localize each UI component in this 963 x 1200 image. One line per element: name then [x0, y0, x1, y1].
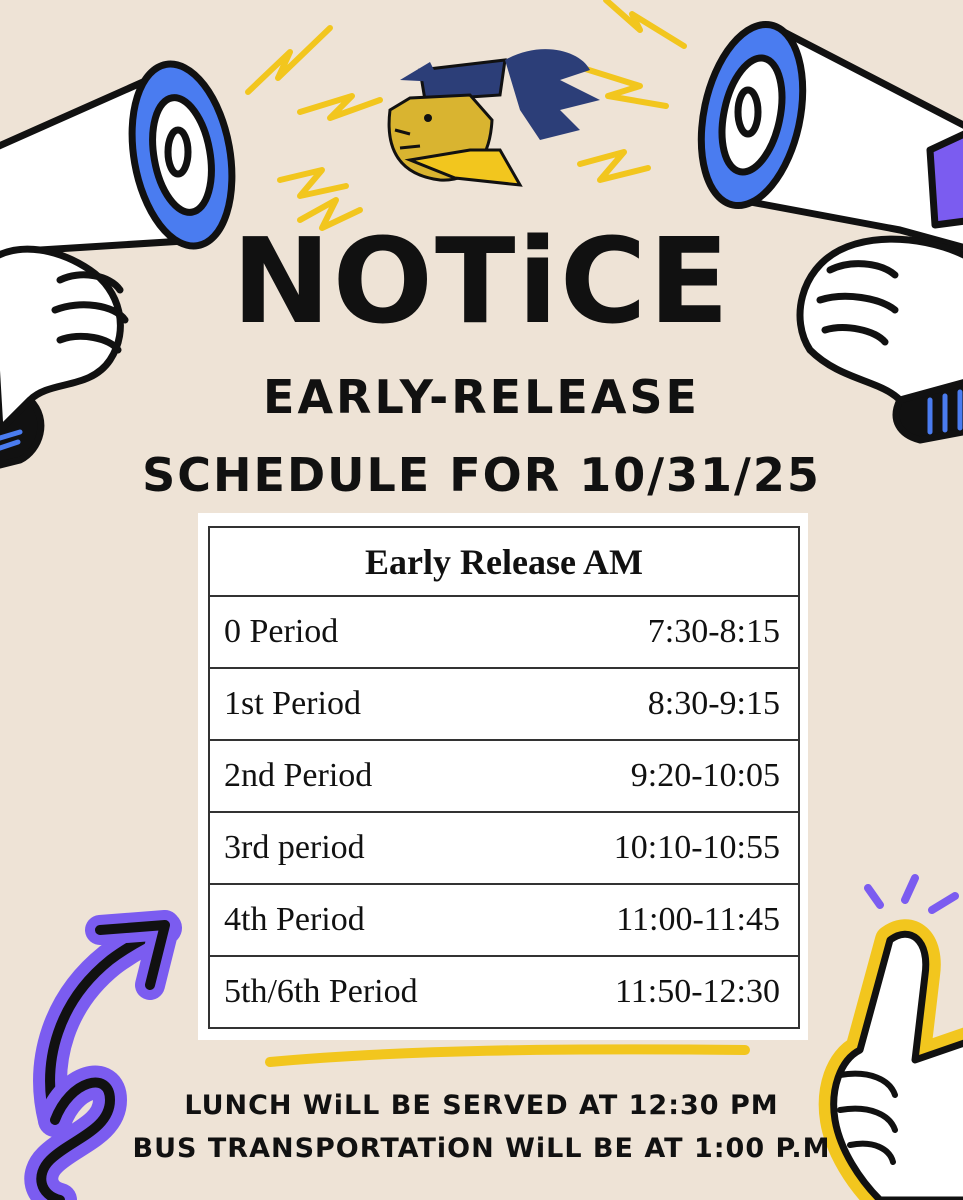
- lunch-notice: LUNCH WiLL BE SERVED AT 12:30 PM: [184, 1090, 779, 1121]
- yellow-brush-stroke: [270, 1049, 745, 1062]
- mascot-logo-icon: [389, 49, 600, 185]
- bus-notice: BUS TRANSPORTATiON WiLL BE AT 1:00 P.M: [132, 1133, 831, 1164]
- table-header-row: [209, 527, 799, 596]
- early-release-heading: EARLY-RELEASE: [263, 370, 700, 424]
- table-row: [209, 596, 799, 668]
- period-time: 9:20-10:05: [520, 740, 799, 812]
- table-row: [209, 812, 799, 884]
- period-name: 0 Period: [209, 596, 520, 668]
- period-time: 8:30-9:15: [520, 668, 799, 740]
- period-time: 7:30-8:15: [520, 596, 799, 668]
- period-name: 5th/6th Period: [209, 956, 520, 1028]
- period-name: 4th Period: [209, 884, 520, 956]
- schedule-table: [208, 526, 800, 1029]
- table-row: [209, 740, 799, 812]
- period-name: 2nd Period: [209, 740, 520, 812]
- period-time: 11:00-11:45: [520, 884, 799, 956]
- period-name: 3rd period: [209, 812, 520, 884]
- period-name: 1st Period: [209, 668, 520, 740]
- table-title: Early Release AM: [209, 527, 799, 596]
- notice-heading: NOTiCE: [231, 212, 732, 350]
- table-row: [209, 956, 799, 1028]
- schedule-table-card: [198, 513, 808, 1040]
- table-row: [209, 884, 799, 956]
- table-row: [209, 668, 799, 740]
- period-time: 10:10-10:55: [520, 812, 799, 884]
- period-time: 11:50-12:30: [520, 956, 799, 1028]
- schedule-date-heading: SCHEDULE FOR 10/31/25: [142, 448, 821, 502]
